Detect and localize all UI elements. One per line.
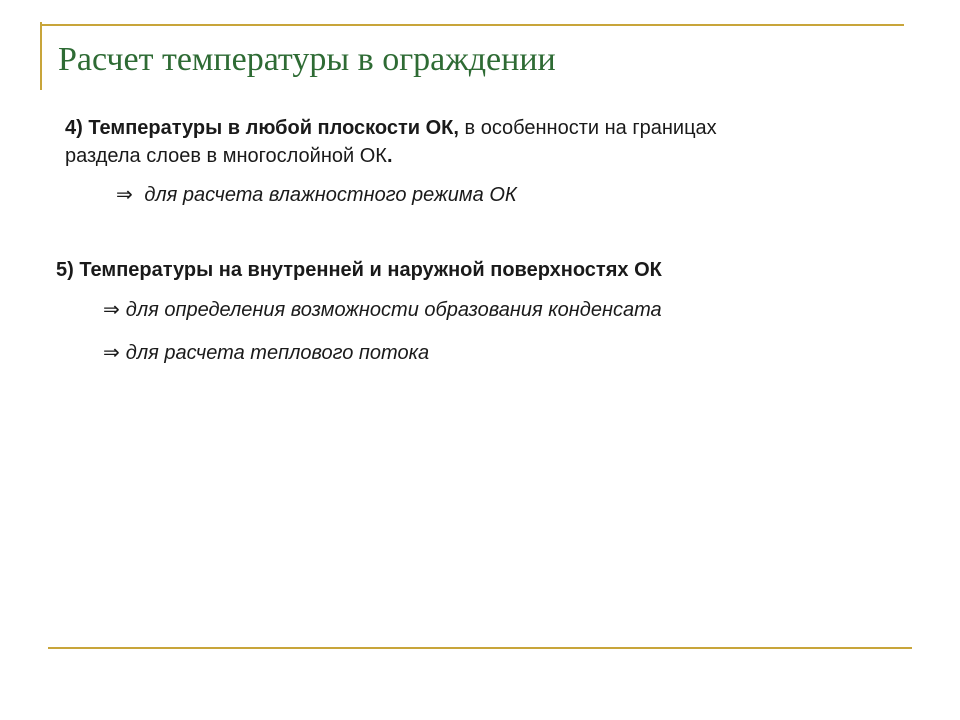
item-5-note-1-text: для определения возможности образования конденсата [125,299,662,321]
item-4-heading: 4) Температуры в любой плоскости ОК, [65,117,459,139]
item-5-heading: 5) Температуры на внутренней и наружной поверхностях ОК [56,259,662,281]
item-4-paragraph [65,114,785,170]
item-4-period: . [386,145,393,167]
top-divider-line [40,24,904,26]
bottom-divider-line [48,647,912,649]
left-accent-line [40,22,42,90]
implies-arrow-icon: ⇒ [116,184,133,206]
implies-arrow-icon: ⇒ [103,299,120,321]
item-5-note-2 [103,339,429,367]
slide-title: Расчет температуры в ограждении [58,41,556,78]
item-4-note [116,181,517,209]
item-5-note-2-text: для расчета теплового потока [125,342,430,364]
item-4-note-text: для расчета влажностного режима ОК [144,184,517,206]
item-5-note-1 [103,296,662,324]
item-4-body: в особенности на границах раздела слоев в многослойной ОК [65,117,717,167]
implies-arrow-icon: ⇒ [103,342,120,364]
